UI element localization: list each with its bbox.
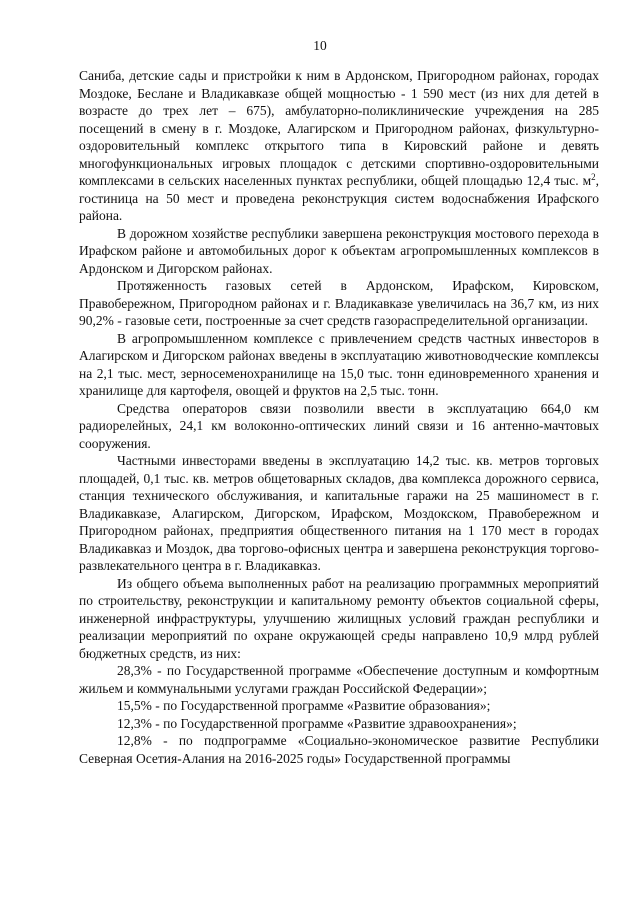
paragraph-text: Саниба, детские сады и пристройки к ним в Ардонском, Пригородном районах, городах Моздоке, Беслане и Владикавказе общей мощностью - 1 590 мест (из них для детей в возрасте до трех лет – 675), амбулаторно-поликлинические учреждения на 285 посещений в смену в г. Моздоке, Алагирском и Пригородном районах, физкультурно-оздоровительный комплекс открытого типа в Кировский районе и девять многофункциональных игровых площадок с детскими спортивно-оздоровительными комплексами в сельских населенных пунктах республики, общей площадью 12,4 тыс. м (79, 68, 599, 188)
paragraph-agriculture: В агропромышленном комплексе с привлечением средств частных инвесторов в Алагирском и Дигорском районах введены в эксплуатацию животноводческие комплексы на 2,1 тыс. мест, зерносеменохранилище на 15,0 тыс. тонн единовременного хранения и хранилище для картофеля, овощей и фруктов на 2,5 тыс. тонн. (79, 330, 599, 398)
list-item-education-program: 15,5% - по Государственной программе «Развитие образования»; (117, 698, 491, 713)
list-item-healthcare-program: 12,3% - по Государственной программе «Развитие здравоохранения»; (117, 715, 517, 731)
paragraph-private-investors: Частными инвесторами введены в эксплуатацию 14,2 тыс. кв. метров торговых площадей, 0,1 тыс. кв. метров общетоварных складов, два комплекса дорожного сервиса, станция технического обслуживания, и капитальные гаражи на 25 машиномест в г. Владикавказе, Алагирском, Дигорском, Ирафском, Моздокском, Правобережном и Пригородном районах, предприятия общественного питания на 1 170 мест в городах Владикавказ и Моздок, два торгово-офисных центра и завершена реконструкция торгово-развлекательного центра в г. Владикавказ. (79, 453, 599, 573)
superscript-square: 2 (591, 172, 596, 182)
list-item-socioeconomic-subprogram: 12,8% - по подпрограмме «Социально-экономическое развитие Республики Северная Осетия-Алания на 2016-2025 годы» Государственной программы (79, 733, 599, 766)
paragraph-roads: В дорожном хозяйстве республики завершена реконструкция мостового перехода в Ирафском районе и автомобильных дорог к объектам агропромышленных комплексов в Ардонском и Дигорском районах. (79, 225, 599, 276)
paragraph-budget-funds: Из общего объема выполненных работ на реализацию программных мероприятий по строительству, реконструкции и капитальному ремонту объектов социальной сферы, инженерной инфраструктуры, улучшению жилищных условий граждан республики и реализации мероприятий по охране окружающей среды направлено 10,9 млрд рублей бюджетных средств, из них: (79, 575, 599, 661)
paragraph-gas-networks: Протяженность газовых сетей в Ардонском, Ирафском, Кировском, Правобережном, Пригородном районах и г. Владикавказе увеличилась на 36,7 км, из них 90,2% - газовые сети, построенные за счет средств газораспределительной организации. (79, 278, 599, 328)
list-item-housing-program: 28,3% - по Государственной программе «Обеспечение доступным и комфортным жильем и коммунальными услугами граждан Российской Федерации»; (79, 663, 599, 696)
paragraph-social-facilities (79, 67, 599, 225)
paragraph-text: , гостиница на 50 мест и проведена реконструкция систем водоснабжения Ирафского района. (79, 173, 599, 223)
page-number: 10 (313, 38, 327, 53)
document-body (79, 67, 599, 767)
paragraph-communications: Средства операторов связи позволили ввести в эксплуатацию 664,0 км радиорелейных, 24,1 км волоконно-оптических линий связи и 16 антенно-мачтовых сооружения. (79, 400, 599, 451)
